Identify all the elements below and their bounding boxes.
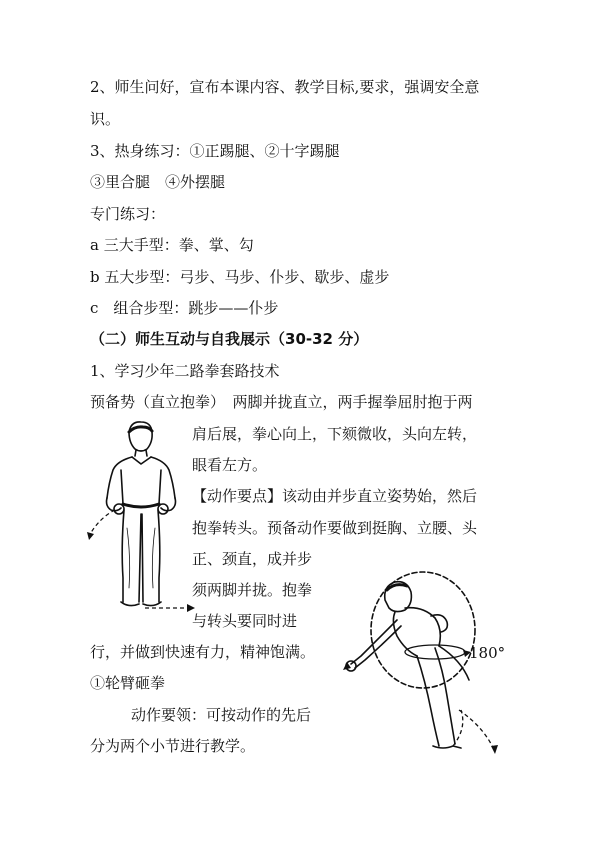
standing-figure-illustration (85, 418, 197, 618)
text-line: 【动作要点】该动由并步直立姿势始，然后 (192, 487, 478, 505)
text-line: 眼看左方。 (192, 456, 268, 474)
text-line: 1、学习少年二路拳套路技术 (90, 362, 280, 380)
rotation-angle-label: 180° (469, 644, 506, 662)
text-line: 肩后展，拳心向上，下颏微收，头向左转， (192, 425, 478, 443)
text-line: b 五大步型：弓步、马步、仆步、歇步、虚步 (90, 268, 390, 286)
text-line: 抱拳转头。预备动作要做到挺胸、立腰、头 (192, 519, 478, 537)
text-line: a 三大手型：拳、掌、勾 (90, 236, 254, 254)
text-line: 正、颈直，成并步 (192, 550, 313, 568)
text-line: 与转头要同时进 (192, 612, 298, 630)
text-line: 专门练习： (90, 205, 166, 223)
text-line: 2、师生问好，宣布本课内容、教学目标,要求，强调安全意 (90, 78, 480, 96)
text-line: 3、热身练习：①正踢腿、②十字踢腿 (90, 142, 340, 160)
section-heading: （二）师生互动与自我展示（30-32 分） (90, 330, 369, 348)
text-line: ①轮臂砸拳 (90, 674, 166, 692)
text-line: 行，并做到快速有力，精神饱满。 (90, 643, 316, 661)
text-line: ③里合腿 ④外摆腿 (90, 173, 226, 191)
text-line: c 组合步型：跳步——仆步 (90, 299, 279, 317)
text-line: 须两脚并拢。抱拳 (192, 581, 313, 599)
text-line: 识。 (90, 110, 121, 128)
arm-swing-figure-illustration (335, 560, 525, 760)
text-line: 预备势（直立抱拳） 两脚并拢直立，两手握拳屈肘抱于两 (90, 393, 473, 411)
text-line: 动作要领：可按动作的先后 (131, 706, 312, 724)
text-line: 分为两个小节进行教学。 (90, 737, 256, 755)
